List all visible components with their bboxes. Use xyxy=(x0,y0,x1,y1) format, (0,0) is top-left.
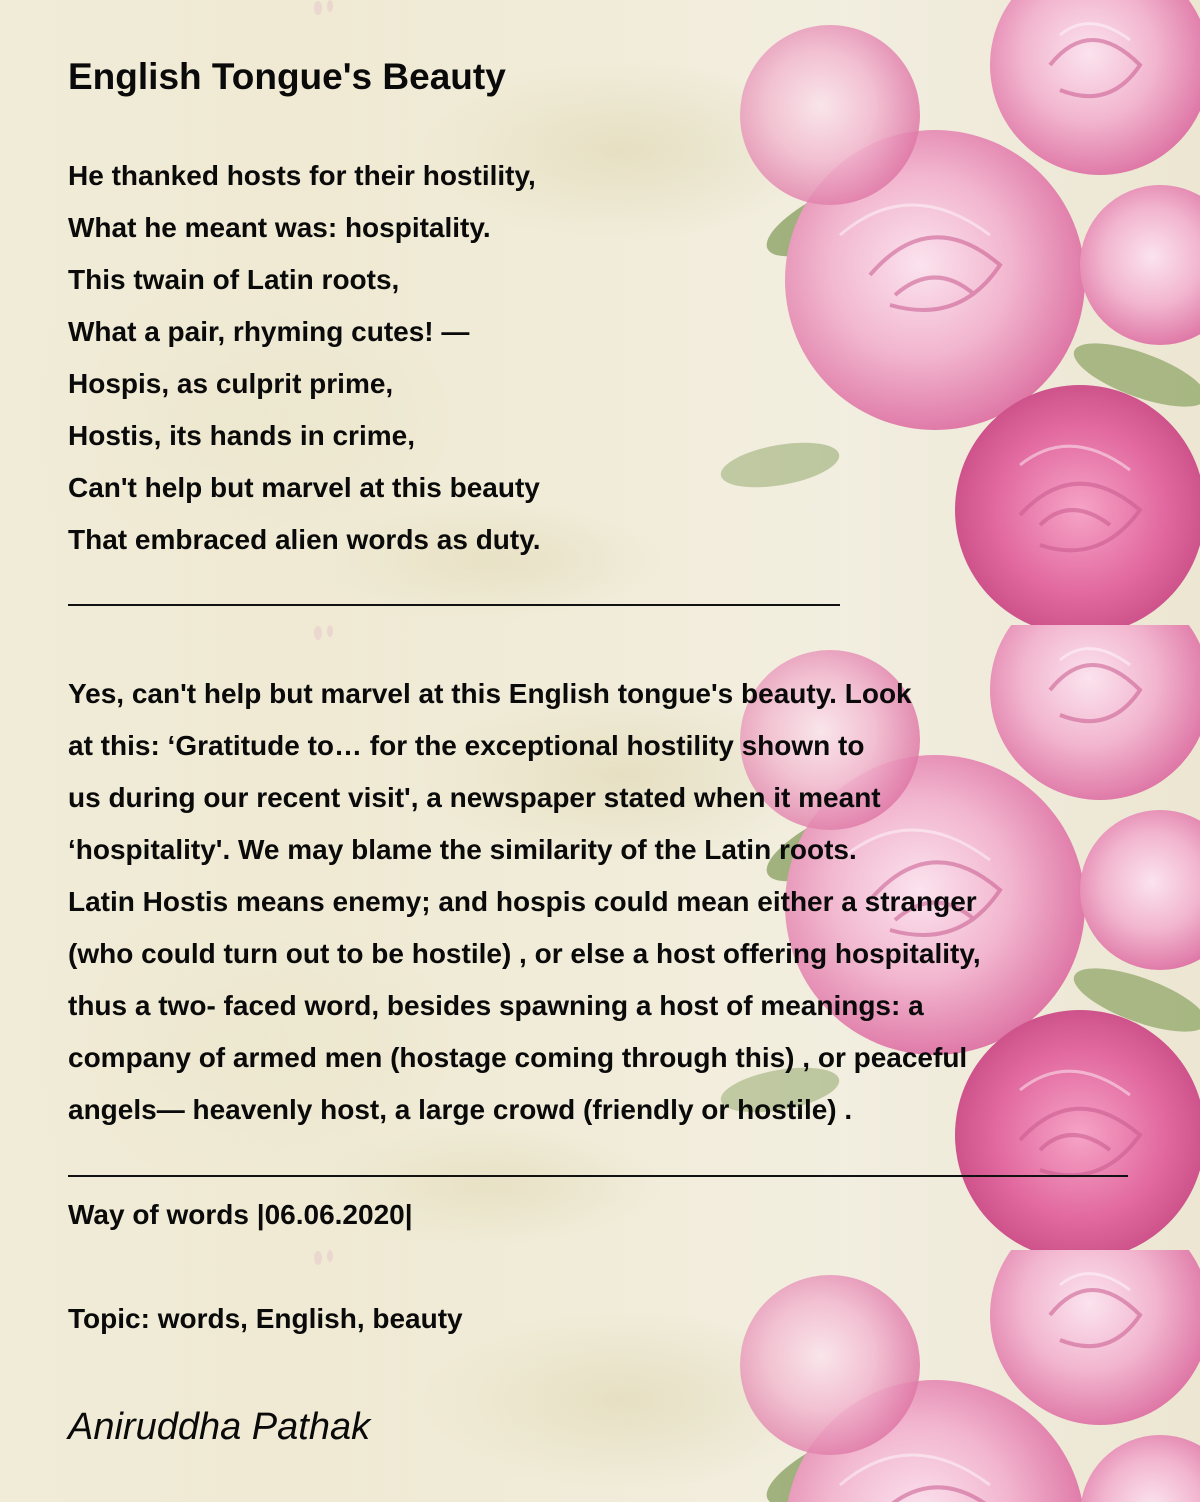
note-line: Yes, can't help but marvel at this English tongue's beauty. Look xyxy=(68,678,912,709)
poem-line: He thanked hosts for their hostility, xyxy=(68,160,536,191)
note-line: at this: ‘Gratitude to… for the exceptional hostility shown to xyxy=(68,730,865,761)
poem-title: English Tongue's Beauty xyxy=(68,56,506,97)
signature-line: Way of words |06.06.2020| xyxy=(68,1199,413,1230)
note-line: company of armed men (hostage coming through this) , or peaceful xyxy=(68,1042,968,1073)
poem-stanza xyxy=(68,150,541,566)
poem-line: This twain of Latin roots, xyxy=(68,264,400,295)
author-note xyxy=(68,668,981,1136)
poem-line: Hospis, as culprit prime, xyxy=(68,368,394,399)
note-line: angels— heavenly host, a large crowd (friendly or hostile) . xyxy=(68,1094,853,1125)
poem-line: Can't help but marvel at this beauty xyxy=(68,472,540,503)
note-line: thus a two- faced word, besides spawning a host of meanings: a xyxy=(68,990,924,1021)
divider xyxy=(68,604,840,606)
note-line: ‘hospitality'. We may blame the similarity of the Latin roots. xyxy=(68,834,857,865)
poem-line: What a pair, rhyming cutes! — xyxy=(68,316,470,347)
note-line: (who could turn out to be hostile) , or else a host offering hospitality, xyxy=(68,938,981,969)
poem-line: That embraced alien words as duty. xyxy=(68,524,541,555)
note-line: Latin Hostis means enemy; and hospis could mean either a stranger xyxy=(68,886,977,917)
author-name: Aniruddha Pathak xyxy=(68,1406,371,1448)
topic-tags: Topic: words, English, beauty xyxy=(68,1303,463,1334)
note-line: us during our recent visit', a newspaper stated when it meant xyxy=(68,782,881,813)
divider xyxy=(68,1175,1128,1177)
poem-line: What he meant was: hospitality. xyxy=(68,212,491,243)
poem-line: Hostis, its hands in crime, xyxy=(68,420,415,451)
